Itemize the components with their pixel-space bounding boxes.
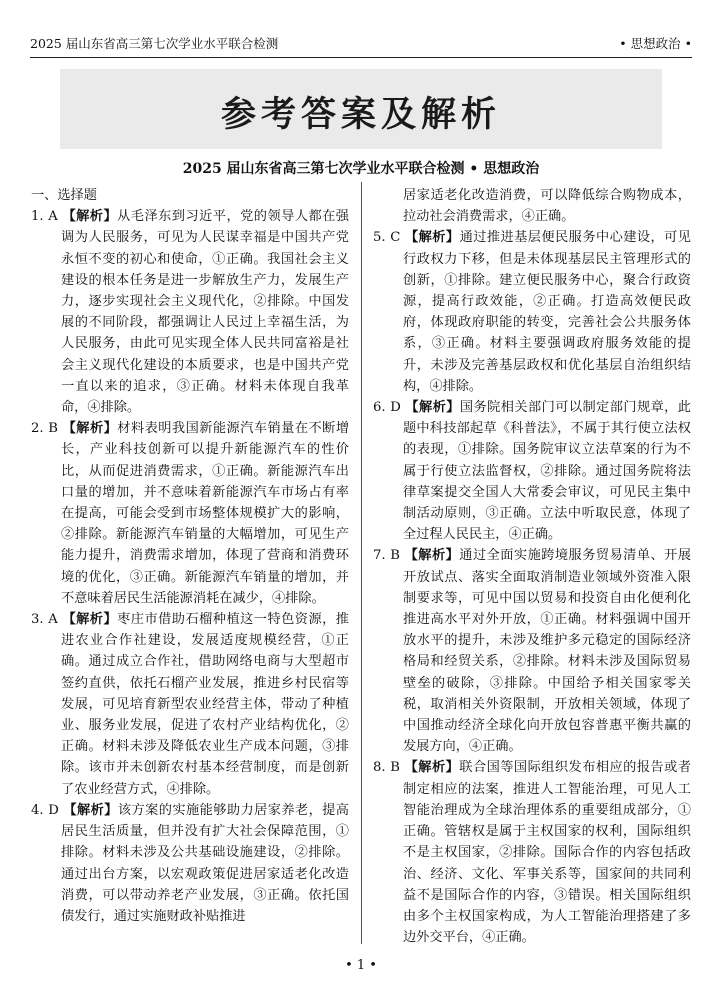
analysis-text: 材料表明我国新能源汽车销量在不断增长，产业科技创新可以提升新能源汽车的性价比，从而促进消费需求，①正确。新能源汽车出口量的增加，并不意味着新能源汽车市场占有率在提高，可能会受到市场整体规模扩大的影响，②排除。新能源汽车销量的大幅增加，可见生产能力提升，消费需求增加，体现了营商和消费环境的优化，③正确。新能源汽车销量的增加，并不意味着居民生活能源消耗在减少，④排除。 [61, 421, 350, 606]
answer-letter: D [390, 400, 401, 416]
title-banner [60, 69, 662, 149]
header-exam-name: 2025 届山东省高三第七次学业水平联合检测 [30, 36, 279, 51]
answer-item-4-continued: 居家适老化改造消费，可以降低综合购物成本，拉动社会消费需求，④正确。 [403, 188, 691, 225]
analysis-tag: 【解析】 [404, 760, 460, 776]
item-number: 5. [373, 230, 386, 246]
answer-item-7 [373, 545, 691, 757]
answer-item-8 [373, 757, 691, 948]
section-heading: 一、选择题 [31, 188, 97, 203]
answer-letter: A [48, 209, 58, 225]
analysis-text: 通过推进基层便民服务中心建设，可见行政权力下移，但是未体现基层民主管理形式的创新，①排除。建立便民服务中心，聚合行政资源，提高行政效能，②正确。打造高效便民政府，体现政府职能的转变，完善社会公共服务体系，③正确。材料主要强调政府服务效能的提升，未涉及完善基层政权和优化基层自治组织结构，④排除。 [403, 230, 691, 394]
analysis-tag: 【解析】 [63, 802, 118, 818]
answer-item-1 [31, 206, 349, 418]
right-column [373, 185, 691, 948]
item-number: 4. [31, 802, 44, 818]
left-column [31, 185, 349, 927]
answer-letter: C [390, 230, 401, 246]
analysis-text: 通过全面实施跨境服务贸易清单、开展开放试点、落实全面取消制造业领域外资准入限制要求等，可见中国以贸易和投资自由化便利化推进高水平对外开放，①正确。材料强调中国开放水平的提升，未涉及维护多元稳定的国际经济格局和经贸关系，②排除。材料未涉及国际贸易壁垒的破除，③排除。中国给予相关国家零关税，取消相关外资限制，开放相关领域，体现了中国推动经济全球化向开放包容普惠平衡共赢的发展方向，④正确。 [403, 548, 692, 755]
page-title: 参考答案及解析 [220, 95, 501, 135]
item-number: 3. [31, 612, 44, 628]
answer-letter: B [390, 760, 400, 776]
analysis-tag: 【解析】 [62, 209, 118, 225]
answer-item-2 [31, 418, 349, 609]
analysis-text: 国务院相关部门可以制定部门规章，此题中科技部起草《科普法》，不属于其行使立法权的表现，①排除。国务院审议立法草案的行为不属于行使立法监督权，②排除。通过国务院将法律草案提交全国人大常委会审议，可见民主集中制活动原则，③正确。立法中听取民意，体现了全过程人民民主，④正确。 [403, 400, 691, 543]
item-number: 2. [31, 421, 44, 437]
answer-letter: B [48, 421, 58, 437]
analysis-tag: 【解析】 [62, 612, 118, 628]
analysis-tag: 【解析】 [405, 400, 460, 416]
item-number: 1. [31, 209, 44, 225]
answer-item-6 [373, 397, 691, 545]
analysis-tag: 【解析】 [404, 548, 460, 564]
analysis-text: 联合国等国际组织发布相应的报告或者制定相应的法案，推进人工智能治理，可见人工智能治理成为全球治理体系的重要组成部分，①正确。管辖权是属于主权国家的权利，国际组织不是主权国家，②排除。国际合作的内容包括政治、经济、文化、军事关系等，国家间的共同利益不是国际合作的内容，③错误。相关国际组织由多个主权国家构成，为人工智能治理搭建了多边外交平台，④正确。 [403, 760, 692, 946]
answer-letter: D [48, 802, 59, 818]
item-number: 7. [373, 548, 386, 564]
analysis-text: 该方案的实施能够助力居家养老，提高居民生活质量，但并没有扩大社会保障范围，①排除。材料未涉及公共基础设施建设，②排除。通过出台方案，以宏观政策促进居家适老化改造消费，可以带动养老产业发展，③正确。依托国债发行，通过实施财政补贴推进 [61, 802, 349, 924]
header-rule [30, 57, 692, 58]
analysis-text: 枣庄市借助石榴种植这一特色资源，推进农业合作社建设，发展适度规模经营，①正确。通过成立合作社，借助网络电商与大型超市签约直供，依托石榴产业发展，推进乡村民宿等发展，可见培育新型农业经营主体，带动了种植业、服务业发展，促进了农村产业结构优化，②正确。材料未涉及降低农业生产成本问题，③排除。该市并未创新农村基本经营制度，而是创新了农业经营方式，④排除。 [61, 612, 349, 797]
column-divider [361, 182, 362, 944]
answer-letter: B [390, 548, 400, 564]
answer-letter: A [48, 612, 58, 628]
page-number: • 1 • [345, 958, 377, 973]
answer-item-5 [373, 227, 691, 397]
analysis-tag: 【解析】 [405, 230, 460, 246]
item-number: 8. [373, 760, 386, 776]
answer-item-4 [31, 800, 349, 927]
item-number: 6. [373, 400, 386, 416]
analysis-text: 从毛泽东到习近平，党的领导人都在强调为人民服务，可见为人民谋幸福是中国共产党永恒不变的初心和使命，①正确。我国社会主义建设的根本任务是进一步解放生产力，发展生产力，逐步实现社会主义现代化，②排除。中国发展的不同阶段，都强调让人民过上幸福生活，为人民服务，由此可见实现全体人民共同富裕是社会主义现代化建设的本质要求，也是中国共产党一直以来的追求，③正确。材料未体现自我革命，④排除。 [61, 209, 349, 416]
header-subject: • 思想政治 • [619, 36, 692, 51]
analysis-tag: 【解析】 [62, 421, 118, 437]
page-subtitle: 2025 届山东省高三第七次学业水平联合检测 • 思想政治 [182, 161, 540, 177]
answer-item-3 [31, 609, 349, 800]
